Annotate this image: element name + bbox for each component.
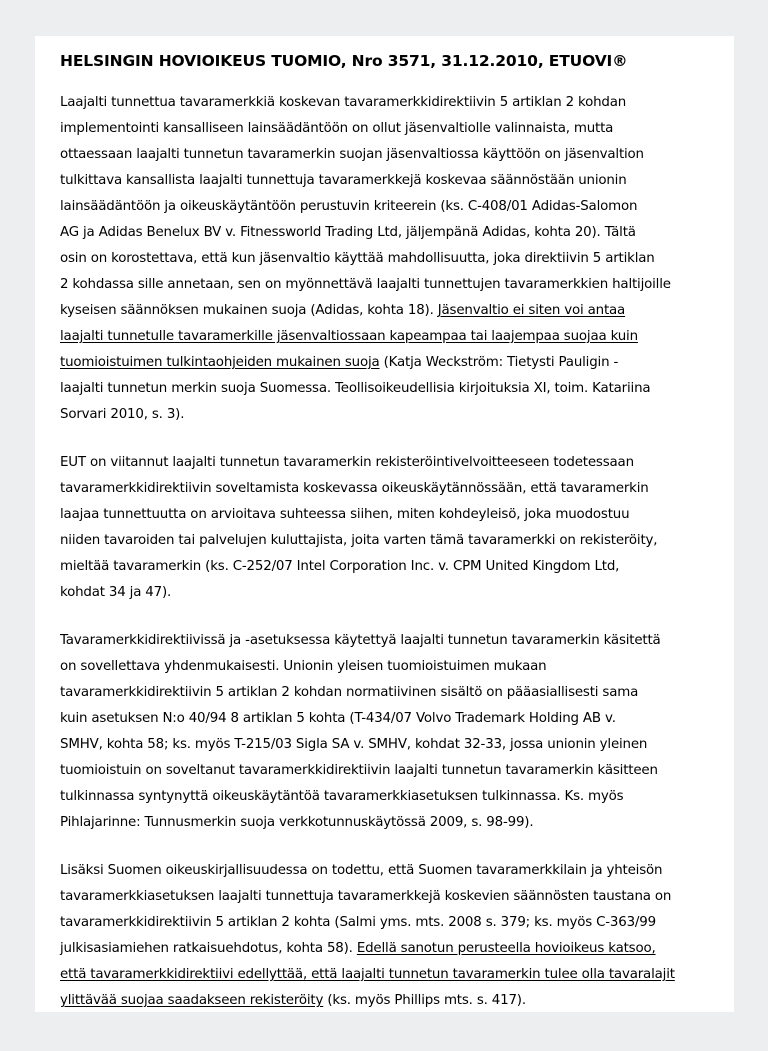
text-segment: kuin asetuksen N:o 40/94 8 artiklan 5 kohta (T-434/07 Volvo Trademark Holding AB v.	[60, 711, 616, 726]
text-segment: implementointi kansalliseen lainsäädäntöön on ollut jäsenvaltiolle valinnaista, mutta	[60, 121, 614, 136]
text-segment: on sovellettava yhdenmukaisesti. Unionin yleisen tuomioistuimen mukaan	[60, 659, 547, 674]
document-body	[60, 90, 710, 1014]
text-line	[60, 324, 710, 350]
underlined-text: ylittävää suojaa saadakseen rekisteröity	[60, 993, 324, 1008]
text-segment: (Katja Weckström: Tietysti Pauligin -	[379, 355, 619, 370]
underlined-text: tuomioistuimen tulkintaohjeiden mukainen suoja	[60, 355, 380, 370]
text-line	[60, 350, 710, 376]
text-segment: tuomioistuin on soveltanut tavaramerkkidirektiivin laajalti tunnetun tavaramerkin käsitteen	[60, 763, 658, 778]
text-line	[60, 706, 710, 732]
text-segment: julkisasiamiehen ratkaisuehdotus, kohta 58).	[60, 941, 357, 956]
text-line	[60, 194, 710, 220]
paragraph	[60, 450, 710, 606]
text-line	[60, 90, 710, 116]
text-line	[60, 168, 710, 194]
text-line	[60, 450, 710, 476]
text-line	[60, 988, 710, 1014]
text-line	[60, 858, 710, 884]
underlined-text: Edellä sanotun perusteella hovioikeus katsoo,	[356, 941, 656, 956]
text-line	[60, 142, 710, 168]
text-segment: Sorvari 2010, s. 3).	[60, 407, 185, 422]
text-line	[60, 580, 710, 606]
text-segment: Tavaramerkkidirektiivissä ja -asetuksessa käytettyä laajalti tunnetun tavaramerkin käsitettä	[60, 633, 661, 648]
text-line	[60, 962, 710, 988]
underlined-text: Jäsenvaltio ei siten voi antaa	[437, 303, 626, 318]
document-title: HELSINGIN HOVIOIKEUS TUOMIO, Nro 3571, 31.12.2010, ETUOVI®	[60, 52, 628, 70]
text-segment: ottaessaan laajalti tunnetun tavaramerkin suojan jäsenvaltiossa käyttöön on jäsenvaltion	[60, 147, 644, 162]
underlined-text: laajalti tunnetulle tavaramerkille jäsenvaltiossaan kapeampaa tai laajempaa suojaa kuin	[60, 329, 638, 344]
text-segment: mieltää tavaramerkin (ks. C-252/07 Intel Corporation Inc. v. CPM United Kingdom Ltd,	[60, 559, 620, 574]
text-segment: tavaramerkkidirektiivin 5 artiklan 2 kohta (Salmi yms. mts. 2008 s. 379; ks. myös C-363/99	[60, 915, 656, 930]
text-line	[60, 810, 710, 836]
text-segment: tavaramerkkiasetuksen laajalti tunnettuja tavaramerkkejä koskevien säännösten taustana on	[60, 889, 672, 904]
text-segment: SMHV, kohta 58; ks. myös T-215/03 Sigla SA v. SMHV, kohdat 32-33, jossa unionin yleinen	[60, 737, 648, 752]
text-segment: AG ja Adidas Benelux BV v. Fitnessworld Trading Ltd, jäljempänä Adidas, kohta 20). Tältä	[60, 225, 636, 240]
text-segment: kyseisen säännöksen mukainen suoja (Adidas, kohta 18).	[60, 303, 438, 318]
text-line	[60, 298, 710, 324]
text-line	[60, 220, 710, 246]
text-segment: tavaramerkkidirektiivin soveltamista koskevassa oikeuskäytännössään, että tavaramerkin	[60, 481, 649, 496]
text-line	[60, 272, 710, 298]
text-segment: 2 kohdassa sille annetaan, sen on myönnettävä laajalti tunnettujen tavaramerkkien haltijoille	[60, 277, 671, 292]
text-segment: laajalti tunnetun merkin suoja Suomessa. Teollisoikeudellisia kirjoituksia XI, toim. Katariina	[60, 381, 651, 396]
text-line	[60, 528, 710, 554]
text-segment: kohdat 34 ja 47).	[60, 585, 172, 600]
text-line	[60, 628, 710, 654]
text-line	[60, 758, 710, 784]
paragraph	[60, 858, 710, 1014]
text-line	[60, 784, 710, 810]
text-line	[60, 402, 710, 428]
text-line	[60, 884, 710, 910]
text-segment: (ks. myös Phillips mts. s. 417).	[323, 993, 526, 1008]
text-line	[60, 680, 710, 706]
text-line	[60, 476, 710, 502]
text-segment: tulkittava kansallista laajalti tunnettuja tavaramerkkejä koskevaa säännöstään unionin	[60, 173, 627, 188]
text-line	[60, 732, 710, 758]
text-line	[60, 654, 710, 680]
underlined-text: että tavaramerkkidirektiivi edellyttää, että laajalti tunnetun tavaramerkin tulee olla tavaralajit	[60, 967, 675, 982]
text-segment: osin on korostettava, että kun jäsenvaltio käyttää mahdollisuutta, joka direktiivin 5 artiklan	[60, 251, 655, 266]
text-segment: Lisäksi Suomen oikeuskirjallisuudessa on todettu, että Suomen tavaramerkkilain ja yhteisön	[60, 863, 663, 878]
text-segment: Laajalti tunnettua tavaramerkkiä koskevan tavaramerkkidirektiivin 5 artiklan 2 kohdan	[60, 95, 627, 110]
text-line	[60, 116, 710, 142]
text-line	[60, 554, 710, 580]
text-line	[60, 936, 710, 962]
text-segment: EUT on viitannut laajalti tunnetun tavaramerkin rekisteröintivelvoitteeseen todetessaan	[60, 455, 634, 470]
text-segment: tavaramerkkidirektiivin 5 artiklan 2 kohdan normatiivinen sisältö on pääasiallisesti sama	[60, 685, 639, 700]
paragraph	[60, 628, 710, 836]
text-line	[60, 502, 710, 528]
document-page	[35, 36, 734, 1012]
text-segment: tulkinnassa syntynyttä oikeuskäytäntöä tavaramerkkiasetuksen tulkinnassa. Ks. myös	[60, 789, 624, 804]
text-line	[60, 246, 710, 272]
text-line	[60, 910, 710, 936]
text-segment: lainsäädäntöön ja oikeuskäytäntöön perustuvin kriteerein (ks. C-408/01 Adidas-Salomon	[60, 199, 638, 214]
text-segment: laajaa tunnettuutta on arvioitava suhteessa siihen, miten kohdeyleisö, joka muodostuu	[60, 507, 630, 522]
paragraph	[60, 90, 710, 428]
text-line	[60, 376, 710, 402]
text-segment: niiden tavaroiden tai palvelujen kuluttajista, joita varten tämä tavaramerkki on rekisteröity,	[60, 533, 658, 548]
text-segment: Pihlajarinne: Tunnusmerkin suoja verkkotunnuskäytössä 2009, s. 98-99).	[60, 815, 534, 830]
